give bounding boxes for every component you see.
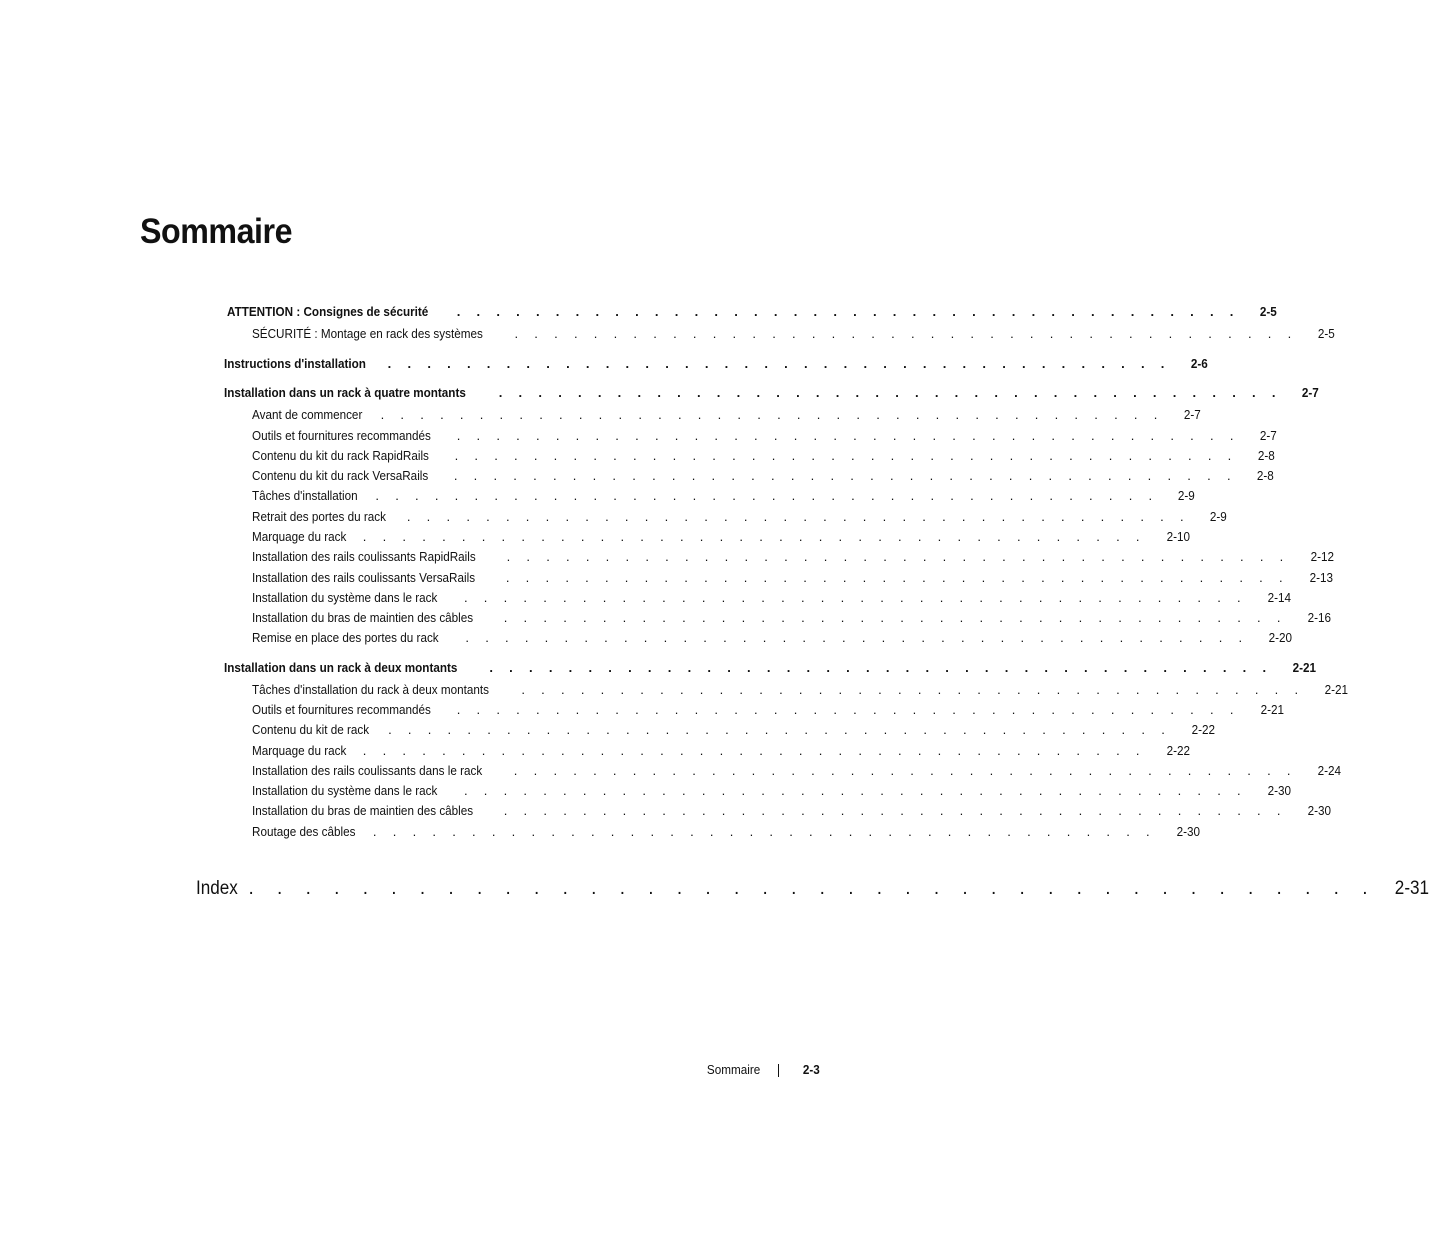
toc-entry[interactable]: [252, 682, 1349, 698]
toc-entry-page: 2-22: [1191, 722, 1216, 737]
toc-leader-dots: . . . . . . . . . . . . . . . . . . . . . . . . . . . . . . . . . . . . . . . .: [463, 590, 1247, 605]
toc-entry[interactable]: [252, 570, 1333, 586]
toc-leader-dots: . . . . . . . . . . . . . . . . . . . . . . . . . . . . . . . . . . . . . . . .: [380, 407, 1164, 422]
toc-entry-label: Tâches d'installation: [252, 488, 358, 503]
toc-entry-page: 2-7: [1183, 407, 1201, 422]
toc-entry[interactable]: [252, 702, 1284, 718]
toc-entry-page: 2-31: [1394, 878, 1429, 899]
toc-entry-page: 2-22: [1166, 743, 1190, 758]
toc-leader-dots: . . . . . . . . . . . . . . . . . . . . . . . . . . . . . . . . . . . . . . . .: [521, 682, 1305, 697]
toc-leader-dots: . . . . . . . . . . . . . . . . . . . . . . . . . . . . . . . . . . . . . . . .: [489, 660, 1273, 675]
toc-entry[interactable]: [252, 428, 1277, 444]
toc-entry-label: Avant de commencer: [252, 407, 363, 422]
toc-entry-label: Outils et fournitures recommandés: [252, 702, 431, 717]
toc-entry[interactable]: [252, 326, 1335, 342]
toc-entry[interactable]: [252, 610, 1331, 626]
toc-leader-dots: . . . . . . . . . . . . . . . . . . . . . . . . . . . . . . . . . . . . . . . .: [503, 803, 1287, 818]
toc-entry-label: Remise en place des portes du rack: [252, 630, 439, 645]
toc-entry-label: Installation du bras de maintien des câbles: [252, 610, 474, 625]
toc-entry-label: Contenu du kit du rack RapidRails: [252, 448, 429, 463]
toc-entry-page: 2-21: [1260, 702, 1284, 717]
toc-entry-label: Contenu du kit du rack VersaRails: [252, 468, 429, 483]
toc-entry-label: Tâches d'installation du rack à deux montants: [252, 682, 490, 697]
toc-entry[interactable]: [252, 763, 1341, 779]
footer-page-number: 2-3: [803, 1062, 820, 1077]
toc-entry-page: 2-7: [1301, 385, 1319, 400]
toc-entry-label: Installation du système dans le rack: [252, 590, 438, 605]
toc-entry-label: Installation du bras de maintien des câbles: [252, 803, 474, 818]
toc-entry[interactable]: [252, 407, 1201, 423]
toc-entry-label: Marquage du rack: [252, 529, 347, 544]
toc-entry-page: 2-16: [1307, 610, 1331, 625]
toc-entry-page: 2-10: [1166, 529, 1190, 544]
toc-entry[interactable]: [252, 722, 1216, 738]
toc-entry-label: Installation des rails coulissants dans le rack: [252, 763, 483, 778]
toc-entry[interactable]: [224, 660, 1317, 676]
toc-entry[interactable]: [227, 304, 1277, 320]
toc-entry-page: 2-21: [1325, 682, 1349, 697]
toc-leader-dots: . . . . . . . . . . . . . . . . . . . . . . . . . . . . . . . . . . . . . . . .: [454, 448, 1238, 463]
toc-entry-label: Marquage du rack: [252, 743, 347, 758]
toc-leader-dots: . . . . . . . . . . . . . . . . . . . . . . . . . . . . . . . . . . . . . . . .: [505, 570, 1289, 585]
toc-entry[interactable]: [252, 743, 1190, 759]
toc-entry-label: SÉCURITÉ : Montage en rack des systèmes: [252, 326, 483, 341]
toc-leader-dots: . . . . . . . . . . . . . . . . . . . . . . . . . . . . . . . . . . . . . . . .: [498, 385, 1282, 400]
toc-leader-dots: . . . . . . . . . . . . . . . . . . . . . . . . . . . . . . . . . . . . . . . .: [388, 722, 1172, 737]
toc-entry-page: 2-9: [1209, 509, 1227, 524]
toc-entry[interactable]: [252, 488, 1196, 504]
toc-leader-dots: . . . . . . . . . . . . . . . . . . . . . . . . . . . . . . . . . . . . . . . .: [456, 428, 1240, 443]
toc-leader-dots: . . . . . . . . . . . . . . . . . . . . . . . . . . . . . . . . . . . . . . . .: [248, 878, 1377, 899]
toc-entry-label: Installation des rails coulissants VersaRails: [252, 570, 476, 585]
toc-entry-page: 2-6: [1190, 356, 1208, 371]
toc-entry-page: 2-30: [1176, 824, 1200, 839]
toc-entry-page: 2-30: [1267, 783, 1292, 798]
toc-leader-dots: . . . . . . . . . . . . . . . . . . . . . . . . . . . . . . . . . . . . . . . .: [463, 783, 1247, 798]
toc-leader-dots: . . . . . . . . . . . . . . . . . . . . . . . . . . . . . . . . . . . . . . . .: [506, 549, 1290, 564]
toc-leader-dots: . . . . . . . . . . . . . . . . . . . . . . . . . . . . . . . . . . . . . . . .: [456, 702, 1240, 717]
toc-leader-dots: . . . . . . . . . . . . . . . . . . . . . . . . . . . . . . . . . . . . . . . .: [513, 763, 1297, 778]
toc-entry-label: Outils et fournitures recommandés: [252, 428, 431, 443]
toc-entry[interactable]: [252, 630, 1293, 646]
toc-entry-page: 2-20: [1269, 630, 1293, 645]
toc-entry-label: Installation dans un rack à quatre montants: [224, 385, 466, 400]
toc-leader-dots: . . . . . . . . . . . . . . . . . . . . . . . . . . . . . . . . . . . . . . . .: [372, 824, 1156, 839]
toc-entry-page: 2-5: [1259, 304, 1277, 319]
toc-entry-page: 2-24: [1317, 763, 1341, 778]
toc-leader-dots: . . . . . . . . . . . . . . . . . . . . . . . . . . . . . . . . . . . . . . . .: [456, 304, 1240, 319]
toc-entry-label: ATTENTION : Consignes de sécurité: [227, 304, 429, 319]
toc-entry-label: Contenu du kit de rack: [252, 722, 370, 737]
toc-leader-dots: . . . . . . . . . . . . . . . . . . . . . . . . . . . . . . . . . . . . . . . .: [465, 630, 1249, 645]
toc-leader-dots: . . . . . . . . . . . . . . . . . . . . . . . . . . . . . . . . . . . . . . . .: [362, 743, 1146, 758]
footer-section-label: Sommaire: [706, 1062, 760, 1077]
toc-entry-label: Routage des câbles: [252, 824, 356, 839]
toc-entry-page: 2-9: [1178, 488, 1196, 503]
toc-entry-label: Retrait des portes du rack: [252, 509, 386, 524]
toc-entry[interactable]: [252, 824, 1200, 840]
toc-entry[interactable]: [252, 448, 1275, 464]
toc-entry[interactable]: [224, 385, 1319, 401]
toc-leader-dots: . . . . . . . . . . . . . . . . . . . . . . . . . . . . . . . . . . . . . . . .: [503, 610, 1287, 625]
page-footer: [0, 1062, 820, 1080]
page-title: Sommaire: [140, 212, 293, 251]
toc-entry[interactable]: [252, 590, 1292, 606]
toc-entry-page: 2-13: [1309, 570, 1333, 585]
toc-entry-page: 2-8: [1257, 448, 1275, 463]
footer-divider: [778, 1064, 779, 1077]
toc-entry-page: 2-14: [1267, 590, 1292, 605]
toc-entry[interactable]: [252, 549, 1334, 565]
toc-entry-page: 2-21: [1292, 660, 1317, 675]
toc-entry-page: 2-8: [1256, 468, 1274, 483]
toc-leader-dots: . . . . . . . . . . . . . . . . . . . . . . . . . . . . . . . . . . . . . . . .: [406, 509, 1190, 524]
toc-entry-label: Installation du système dans le rack: [252, 783, 438, 798]
toc-entry-label: Installation dans un rack à deux montants: [224, 660, 458, 675]
toc-leader-dots: . . . . . . . . . . . . . . . . . . . . . . . . . . . . . . . . . . . . . . . .: [362, 529, 1146, 544]
toc-leader-dots: . . . . . . . . . . . . . . . . . . . . . . . . . . . . . . . . . . . . . . . .: [375, 488, 1159, 503]
toc-entry[interactable]: [252, 509, 1227, 525]
toc-entry-label: Instructions d'installation: [224, 356, 366, 371]
toc-leader-dots: . . . . . . . . . . . . . . . . . . . . . . . . . . . . . . . . . . . . . . . .: [514, 326, 1298, 341]
toc-entry[interactable]: [224, 356, 1208, 372]
toc-entry[interactable]: [252, 468, 1274, 484]
toc-entry-page: 2-12: [1310, 549, 1334, 564]
toc-entry-page: 2-30: [1307, 803, 1331, 818]
toc-entry[interactable]: [252, 783, 1292, 799]
toc-entry[interactable]: [252, 529, 1190, 545]
toc-entry-index[interactable]: [196, 878, 1429, 900]
toc-entry[interactable]: [252, 803, 1331, 819]
toc-leader-dots: . . . . . . . . . . . . . . . . . . . . . . . . . . . . . . . . . . . . . . . .: [387, 356, 1171, 371]
toc-entry-page: 2-7: [1259, 428, 1277, 443]
toc-entry-page: 2-5: [1317, 326, 1335, 341]
toc-leader-dots: . . . . . . . . . . . . . . . . . . . . . . . . . . . . . . . . . . . . . . . .: [453, 468, 1237, 483]
toc-entry-label: Index: [196, 878, 238, 899]
toc-entry-label: Installation des rails coulissants RapidRails: [252, 549, 476, 564]
